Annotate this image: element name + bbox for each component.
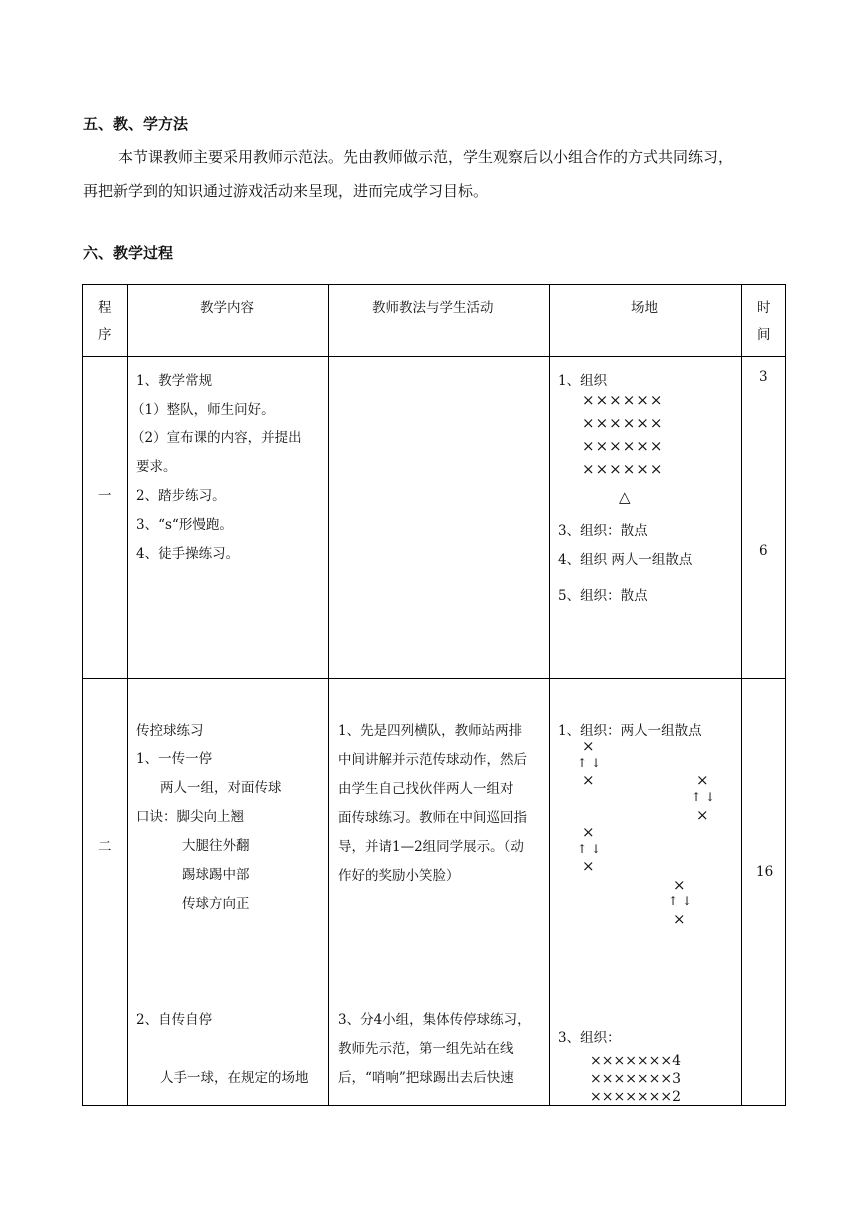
arrow-up-icon: ↑ (668, 894, 679, 908)
player-cross-icon: × (673, 876, 686, 894)
row2-venue-org1: 1、组织：两人一组散点 (558, 723, 702, 739)
row2-content-line: 人手一球，在规定的场地 (160, 1070, 309, 1086)
header-time-char2: 间 (757, 327, 771, 343)
row1-time-b: 6 (759, 543, 768, 559)
player-cross-icon: × (582, 857, 595, 875)
row2-content-line: 2、自传自停 (136, 1012, 213, 1028)
player-cross-icon: × (582, 771, 595, 789)
header-method: 教师教法与学生活动 (372, 300, 494, 316)
row2-method-line: 作好的奖励小笑脸） (338, 868, 460, 884)
row1-content-line: 要求。 (136, 459, 177, 475)
section5-paragraph-line2: 再把新学到的知识通过游戏活动来呈现，进而完成学习目标。 (83, 182, 489, 200)
row2-method-line: 3、分4小组，集体传停球练习， (338, 1012, 531, 1028)
row2-content-line: 大腿往外翻 (182, 838, 250, 854)
arrow-down-icon: ↓ (591, 842, 602, 856)
row2-formation-row: ×××××××3 (590, 1071, 682, 1087)
player-cross-icon: × (673, 910, 686, 928)
header-content: 教学内容 (200, 300, 254, 316)
arrow-down-icon: ↓ (682, 894, 693, 908)
row1-formation-row: ×××××× (582, 414, 664, 432)
row2-order: 二 (98, 839, 112, 855)
row2-venue-org3: 3、组织： (558, 1030, 621, 1046)
row2-method-line: 由学生自己找伙伴两人一组对 (338, 781, 514, 797)
arrow-down-icon: ↓ (705, 790, 716, 804)
row2-method-line: 教师先示范，第一组先站在线 (338, 1041, 514, 1057)
row2-content-line: 1、一传一停 (136, 751, 213, 767)
section5-paragraph-line1: 本节课教师主要采用教师示范法。先由教师做示范，学生观察后以小组合作的方式共同练习， (118, 148, 734, 166)
arrow-up-icon: ↑ (577, 756, 588, 770)
row2-content-line: 传球方向正 (182, 896, 250, 912)
row2-content-line: 踢球踢中部 (182, 867, 250, 883)
row1-venue-org3: 3、组织：散点 (558, 523, 648, 539)
row2-content-line: 两人一组，对面传球 (160, 780, 282, 796)
player-cross-icon: × (582, 823, 595, 841)
row2-content-line: 口诀：脚尖向上翘 (136, 809, 244, 825)
row2-method-line: 后，“哨响”把球踢出去后快速 (338, 1070, 514, 1086)
arrow-up-icon: ↑ (577, 842, 588, 856)
player-cross-icon: × (696, 806, 709, 824)
row2-time: 16 (756, 864, 774, 880)
row1-order: 一 (98, 488, 112, 504)
row2-method-line: 1、先是四列横队，教师站两排 (338, 723, 523, 739)
row1-formation-row: ×××××× (582, 391, 664, 409)
header-order-char2: 序 (98, 327, 112, 343)
section6-heading: 六、教学过程 (83, 244, 174, 262)
row1-time-a: 3 (759, 369, 768, 385)
player-cross-icon: × (696, 771, 709, 789)
header-venue: 场地 (631, 300, 658, 316)
header-time-char1: 时 (757, 300, 771, 316)
row1-content-line: 1、教学常规 (136, 373, 213, 389)
row2-content-line: 传控球练习 (136, 723, 204, 739)
row1-venue-org5: 5、组织：散点 (558, 588, 648, 604)
row2-formation-row: ×××××××2 (590, 1089, 682, 1105)
section5-heading: 五、教、学方法 (83, 115, 189, 133)
row1-content-line: 3、“s“形慢跑。 (136, 517, 233, 533)
arrow-down-icon: ↓ (591, 756, 602, 770)
row1-formation-row: ×××××× (582, 460, 664, 478)
row1-content-line: 4、徒手操练习。 (136, 546, 240, 562)
teacher-triangle-icon: △ (619, 488, 631, 506)
arrow-up-icon: ↑ (691, 790, 702, 804)
row1-venue-org4: 4、组织 两人一组散点 (558, 552, 693, 568)
row1-venue-org1: 1、组织 (558, 373, 608, 389)
player-cross-icon: × (582, 737, 595, 755)
row2-method-line: 导，并请1—2组同学展示。（动 (338, 839, 524, 855)
header-order-char1: 程 (98, 300, 112, 316)
row1-content-line: （1）整队，师生问好。 (131, 402, 275, 418)
row1-content-line: （2）宣布课的内容，并提出 (131, 430, 302, 446)
row2-method-line: 中间讲解并示范传球动作，然后 (338, 752, 527, 768)
row1-formation-row: ×××××× (582, 437, 664, 455)
row2-formation-row: ×××××××4 (590, 1053, 682, 1069)
row1-content-line: 2、踏步练习。 (136, 488, 226, 504)
row2-method-line: 面传球练习。教师在中间巡回指 (338, 810, 527, 826)
